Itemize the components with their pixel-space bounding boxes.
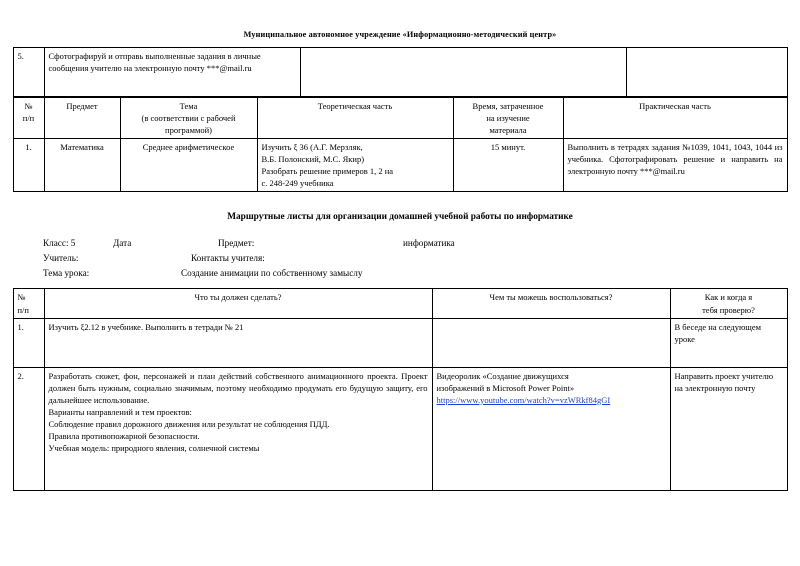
header-number-line2: п/п [17,304,29,315]
header-topic-line1: Тема [179,101,198,111]
info-row-teacher [13,251,787,266]
class-label: Класс: 5 [43,238,76,249]
cell-number: 2. [13,367,44,490]
header-subject: Предмет [44,98,120,139]
date-label: Дата [113,238,132,249]
info-row-lesson-topic [13,266,787,281]
cell-task-paragraph-4: Правила противопожарной безопасности. [48,430,200,441]
resources-line1: Видеоролик «Создание движущихся [436,370,569,381]
header-topic-line2: (в соответствии с рабочей [141,113,236,124]
cell-check: Направить проект учителю на электронную почту [670,367,787,490]
resources-line2: изображений в Microsoft Power Point» [436,382,575,393]
cell-resources [432,318,670,367]
header-practice: Практическая часть [563,98,787,139]
cell-practice: Выполнить в тетрадях задания №1039, 1041, 1043, 1044 из учебника. Сфотографировать решение и направить на электронную почту ***@mail.ru [563,139,787,192]
cell-task-paragraph-1: Разработать сюжет, фон, персонажей и план действий собственного анимационного проекта. Проект должен быть нужным, социально значимым, поэтому необходимо продумать его будущую защиту, его дальнейшее использование. [48,370,428,405]
table-row [13,48,787,97]
header-theory: Теоретическая часть [257,98,453,139]
table-header-row [13,98,787,139]
cell-number: 1. [13,139,44,192]
cell-resources [432,367,670,490]
row-col3 [300,48,626,97]
table-continuation [13,47,788,97]
table-header-row [13,289,787,318]
header-time-line1: Время, затраченное [472,101,544,111]
subject-label: Предмет: [218,238,255,249]
document-header: Муниципальное автономное учреждение «Информационно-методический центр» [243,30,557,39]
header-number-line1: № [17,292,26,303]
cell-task-paragraph-5: Учебная модель: природного явления, солнечной системы [48,442,260,453]
cell-task: Изучить ξ2.12 в учебнике. Выполнить в тетради № 21 [44,318,432,367]
info-row-class [13,236,787,251]
cell-task-paragraph-3: Соблюдение правил дорожного движения или результат не соблюдения ПДД. [48,418,330,429]
lesson-topic-label: Тема урока: [43,268,90,279]
lesson-topic-value: Создание анимации по собственному замыслу [181,268,363,279]
lesson-info-block [13,236,787,288]
header-topic [120,98,257,139]
cell-theory-line3: Разобрать решение примеров 1, 2 на [261,166,394,177]
cell-theory-line4: с. 248-249 учебника [261,178,334,189]
table-row [13,367,787,490]
table-row [13,139,787,192]
row-task: Сфотографируй и отправь выполненные задания в личные сообщения учителю на электронную почту ***@mail.ru [44,48,300,97]
row-number: 5. [13,48,44,97]
header-time [453,98,563,139]
teacher-label: Учитель: [43,253,79,264]
cell-task-paragraph-2: Варианты направлений и тем проектов: [48,406,192,417]
cell-time: 15 минут. [453,139,563,192]
table-math-routing [13,97,788,192]
header-check-line1: Как и когда я [704,292,753,303]
header-number-line1: № [24,101,33,111]
header-time-line2: на изучение [486,113,530,124]
header-number [13,98,44,139]
cell-subject: Математика [44,139,120,192]
subject-value: информатика [403,238,455,249]
cell-theory [257,139,453,192]
row-col4 [626,48,787,97]
table-row [13,318,787,367]
header-check-line2: тебя проверю? [702,304,755,315]
header-check [670,289,787,318]
cell-theory-line1: Изучить ξ 36 (А.Г. Мерзляк, [261,142,363,153]
section-title: Маршрутные листы для организации домашней учебной работы по информатике [227,212,573,223]
header-topic-line3: программой) [165,125,212,136]
header-what-to-use: Чем ты можешь воспользоваться? [432,289,670,318]
cell-task [44,367,432,490]
header-time-line3: материала [489,125,527,136]
table-informatics-routing [13,288,788,490]
cell-theory-line2: В.Б. Полонский, М.С. Якир) [261,154,365,165]
cell-check: В беседе на следующем уроке [670,318,787,367]
header-what-to-do: Что ты должен сделать? [44,289,432,318]
video-link[interactable]: https://www.youtube.com/watch?v=vzWRkf84gGI [436,394,611,405]
header-number-line2: п/п [22,113,35,124]
teacher-contacts-label: Контакты учителя: [191,253,265,264]
cell-number: 1. [13,318,44,367]
cell-topic: Среднее арифметическое [120,139,257,192]
